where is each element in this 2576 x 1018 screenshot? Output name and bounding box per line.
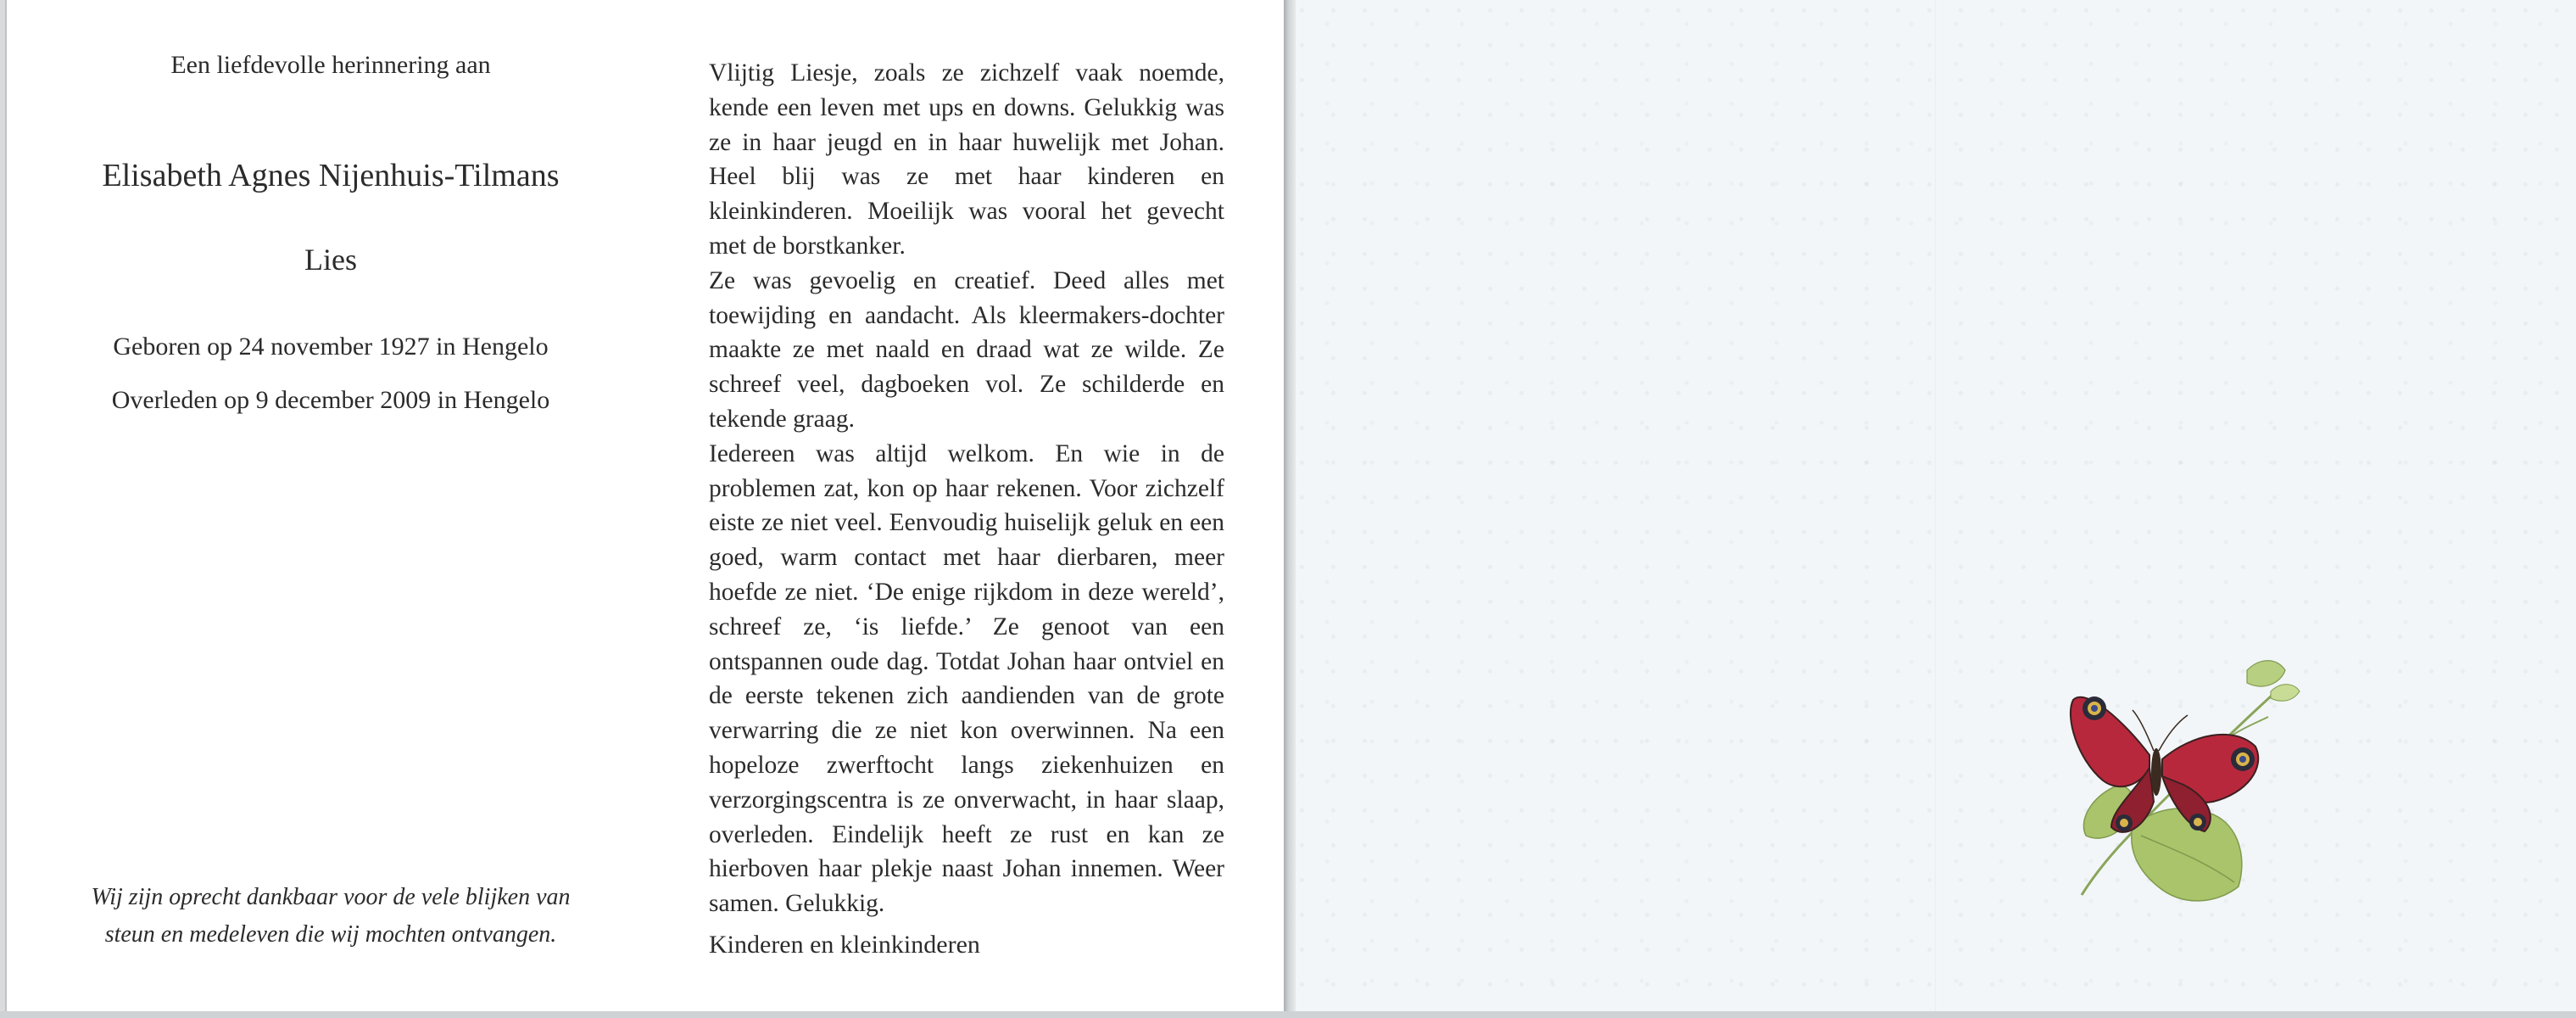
back-fold-line <box>1935 0 1937 1018</box>
memorial-paragraph-2: Ze was gevoelig en creatief. Deed alles met toewijding en aandacht. Als kleermakers-dochter maakte ze met naald en draad wat ze wilde. Ze schreef veel, dagboeken vol. Ze schilderde en tekende graag. <box>709 266 1224 433</box>
memorial-text <box>709 56 1224 921</box>
memorial-paragraph-1: Vlijtig Liesje, zoals ze zichzelf vaak noemde, kende een leven met ups en downs. Gelukkig was ze in haar jeugd en in haar huwelijk met Johan. Heel blij was ze met haar kinderen en kleinkinderen. Moeilijk was vooral het gevecht met de borstkanker. <box>709 59 1224 260</box>
intro-line: Een liefdevolle herinnering aan <box>170 51 491 79</box>
memorial-paragraph-3: Iedereen was altijd welkom. En wie in de problemen zat, kon op haar rekenen. Voor zichzelf eiste ze niet veel. Eenvoudig huiselijk geluk en een goed, warm contact met haar dierbaren, meer hoefde ze niet. ‘De enige rijkdom in deze wereld’, schreef ze, ‘is liefde.’ Ze genoot van een ontspannen oude dag. Totdat Johan haar ontviel en de eerste tekenen zich aandienden van de grote verwarring die ze niet kon overwinnen. Na een hopeloze zwerftocht langs ziekenhuizen en verzorgingscentra is ze onverwacht, in haar slaap, overleden. Eindelijk heeft ze rust en kan ze hierboven haar plekje naast Johan innemen. Weer samen. Gelukkig. <box>709 439 1224 918</box>
birth-line: Geboren op 24 november 1927 in Hengelo <box>113 333 549 361</box>
butterfly-icon <box>2044 632 2323 920</box>
deceased-name: Elisabeth Agnes Nijenhuis-Tilmans <box>102 158 560 193</box>
signoff: Kinderen en kleinkinderen <box>709 931 980 959</box>
scan-bottom-edge <box>0 1011 2576 1018</box>
card-fold <box>1284 0 1296 1018</box>
thanks-note <box>51 879 611 954</box>
death-line: Overleden op 9 december 2009 in Hengelo <box>111 386 550 414</box>
thanks-line-1: Wij zijn oprecht dankbaar voor de vele blijken van <box>91 884 571 910</box>
nickname: Lies <box>304 243 357 277</box>
thanks-line-2: steun en medeleven die wij mochten ontvangen. <box>104 921 557 948</box>
